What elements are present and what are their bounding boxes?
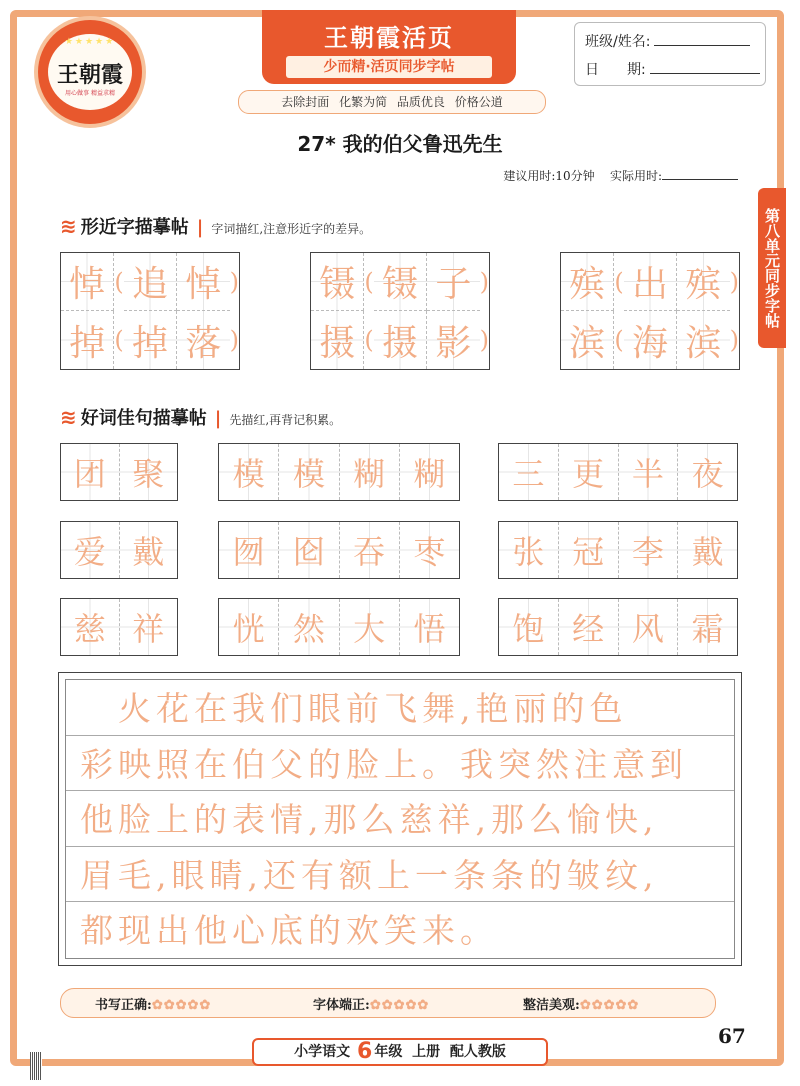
word-group bbox=[60, 521, 178, 579]
section1-title: 形近字描摹帖 bbox=[80, 217, 189, 238]
char-row bbox=[61, 253, 239, 311]
trace-char-cell: 团 bbox=[61, 444, 120, 500]
trace-char-cell: 更 bbox=[559, 444, 619, 500]
footer-grade-suffix: 年级 bbox=[374, 1044, 403, 1060]
header-banner bbox=[262, 10, 516, 84]
banner-title: 王朝霞活页 bbox=[324, 23, 454, 52]
barcode-strip bbox=[30, 1052, 42, 1080]
flower-rating-icon[interactable]: ✿✿✿✿✿ bbox=[151, 998, 212, 1013]
rating-neat-font bbox=[313, 994, 429, 1013]
passage-lines bbox=[65, 679, 735, 959]
trace-char-cell: 掉 bbox=[61, 311, 114, 369]
class-name-label: 班级/姓名: bbox=[585, 34, 651, 50]
trace-char-cell: 慈 bbox=[61, 599, 120, 655]
rating-label: 字体端正: bbox=[313, 998, 370, 1013]
trace-char-cell: 枣 bbox=[400, 522, 459, 578]
trace-char-cell: 囫 bbox=[219, 522, 279, 578]
trace-char-cell: 祥 bbox=[120, 599, 178, 655]
trace-char-cell: 滨 bbox=[561, 311, 614, 369]
similar-char-group bbox=[60, 252, 240, 370]
parenthesis: ) bbox=[479, 326, 490, 354]
trace-char-cell: 冠 bbox=[559, 522, 619, 578]
trace-char-cell: 殡 bbox=[677, 253, 729, 311]
word-group bbox=[498, 443, 738, 501]
trace-char-cell: 爱 bbox=[61, 522, 120, 578]
parenthesis: ) bbox=[729, 326, 740, 354]
passage-line: 火花在我们眼前飞舞,艳丽的色 bbox=[66, 680, 734, 736]
name-box bbox=[574, 22, 766, 86]
trace-char-cell: 糊 bbox=[340, 444, 400, 500]
trace-char-cell: 糊 bbox=[400, 444, 459, 500]
passage-line: 都现出他心底的欢笑来。 bbox=[80, 911, 498, 951]
trace-char-cell: 摄 bbox=[311, 311, 364, 369]
trace-char-cell: 三 bbox=[499, 444, 559, 500]
trace-char-cell: 饱 bbox=[499, 599, 559, 655]
trace-char-cell: 风 bbox=[619, 599, 679, 655]
wave-icon: ≋ bbox=[60, 214, 77, 238]
trace-char-cell: 子 bbox=[427, 253, 479, 311]
lesson-title: 27* 我的伯父鲁迅先生 bbox=[297, 132, 503, 156]
slogan: 去除封面 化繁为简 品质优良 价格公道 bbox=[238, 90, 546, 114]
word-group bbox=[498, 521, 738, 579]
section2-heading bbox=[60, 404, 341, 430]
actual-time-label: 实际用时: bbox=[609, 169, 662, 183]
similar-char-group bbox=[560, 252, 740, 370]
rating-bar bbox=[60, 988, 716, 1018]
parenthesis: ( bbox=[614, 268, 624, 296]
trace-char-cell: 霜 bbox=[678, 599, 737, 655]
rating-clean bbox=[523, 994, 639, 1013]
rating-label: 整洁美观: bbox=[523, 998, 580, 1013]
word-group bbox=[498, 598, 738, 656]
passage-box bbox=[58, 672, 742, 966]
class-name-field[interactable] bbox=[654, 33, 750, 46]
trace-char-cell: 滨 bbox=[677, 311, 729, 369]
parenthesis: ( bbox=[114, 268, 124, 296]
trace-char-cell: 悼 bbox=[61, 253, 114, 311]
trace-char-cell: 出 bbox=[624, 253, 677, 311]
date-label: 日 期: bbox=[585, 62, 646, 78]
trace-char-cell: 影 bbox=[427, 311, 479, 369]
similar-char-group bbox=[310, 252, 490, 370]
parenthesis: ( bbox=[364, 326, 374, 354]
char-row bbox=[311, 253, 489, 311]
passage-line: 眉毛,眼睛,还有额上一条条的皱纹, bbox=[66, 847, 734, 903]
time-info bbox=[503, 167, 738, 184]
trace-char-cell: 囵 bbox=[279, 522, 339, 578]
banner-subtitle: 少而精·活页同步字帖 bbox=[286, 56, 492, 78]
brand-logo bbox=[38, 20, 142, 124]
logo-sub: 用心做事 精益求精 bbox=[65, 90, 115, 97]
parenthesis: ) bbox=[229, 268, 240, 296]
trace-char-cell: 落 bbox=[177, 311, 229, 369]
unit-side-tab: 第八单元同步字帖 bbox=[758, 188, 786, 348]
class-name-row bbox=[585, 31, 750, 51]
page-number: 67 bbox=[718, 1024, 746, 1048]
trace-char-cell: 半 bbox=[619, 444, 679, 500]
parenthesis: ) bbox=[729, 268, 740, 296]
parenthesis: ( bbox=[114, 326, 124, 354]
passage-line: 彩映照在伯父的脸上。我突然注意到 bbox=[66, 736, 734, 792]
char-row bbox=[61, 311, 239, 369]
trace-char-cell: 悼 bbox=[177, 253, 229, 311]
footer-label bbox=[252, 1038, 548, 1066]
word-group bbox=[60, 598, 178, 656]
trace-char-cell: 追 bbox=[124, 253, 177, 311]
passage-line: 他脸上的表情,那么慈祥,那么愉快, bbox=[66, 791, 734, 847]
trace-char-cell: 戴 bbox=[120, 522, 178, 578]
divider: | bbox=[214, 408, 222, 429]
trace-char-cell: 掉 bbox=[124, 311, 177, 369]
word-group bbox=[218, 598, 460, 656]
rating-correct bbox=[95, 994, 211, 1013]
flower-rating-icon[interactable]: ✿✿✿✿✿ bbox=[579, 998, 640, 1013]
section1-heading bbox=[60, 213, 371, 239]
parenthesis: ( bbox=[614, 326, 624, 354]
footer-term: 上册 bbox=[412, 1044, 441, 1060]
trace-char-cell: 张 bbox=[499, 522, 559, 578]
wave-icon: ≋ bbox=[60, 405, 77, 429]
section2-note: 先描红,再背记积累。 bbox=[229, 413, 342, 427]
footer-subject: 小学语文 bbox=[294, 1044, 351, 1060]
actual-time-field[interactable] bbox=[662, 169, 738, 180]
char-row bbox=[561, 311, 739, 369]
trace-char-cell: 李 bbox=[619, 522, 679, 578]
word-group bbox=[60, 443, 178, 501]
section1-note: 字词描红,注意形近字的差异。 bbox=[211, 222, 372, 236]
parenthesis: ) bbox=[229, 326, 240, 354]
trace-char-cell: 经 bbox=[559, 599, 619, 655]
trace-char-cell: 夜 bbox=[678, 444, 737, 500]
footer-edition: 配人教版 bbox=[449, 1044, 506, 1060]
divider: | bbox=[196, 217, 204, 238]
word-group bbox=[218, 443, 460, 501]
suggested-time: 建议用时:10分钟 bbox=[503, 169, 595, 183]
trace-char-cell: 模 bbox=[279, 444, 339, 500]
trace-char-cell: 镊 bbox=[311, 253, 364, 311]
trace-char-cell: 殡 bbox=[561, 253, 614, 311]
trace-char-cell: 戴 bbox=[678, 522, 737, 578]
footer-grade-num: 6 bbox=[357, 1039, 373, 1064]
rating-label: 书写正确: bbox=[95, 998, 152, 1013]
parenthesis: ( bbox=[364, 268, 374, 296]
trace-char-cell: 海 bbox=[624, 311, 677, 369]
section2-title: 好词佳句描摹帖 bbox=[80, 408, 207, 429]
trace-char-cell: 大 bbox=[340, 599, 400, 655]
trace-char-cell: 吞 bbox=[340, 522, 400, 578]
flower-rating-icon[interactable]: ✿✿✿✿✿ bbox=[369, 998, 430, 1013]
char-row bbox=[561, 253, 739, 311]
date-row bbox=[585, 59, 760, 79]
word-group bbox=[218, 521, 460, 579]
logo-stars-icon: ★★★★★ bbox=[64, 37, 116, 47]
trace-char-cell: 摄 bbox=[374, 311, 427, 369]
trace-char-cell: 聚 bbox=[120, 444, 178, 500]
char-row bbox=[311, 311, 489, 369]
trace-char-cell: 镊 bbox=[374, 253, 427, 311]
trace-char-cell: 模 bbox=[219, 444, 279, 500]
trace-char-cell: 恍 bbox=[219, 599, 279, 655]
date-field[interactable] bbox=[650, 61, 760, 74]
logo-badge bbox=[48, 34, 132, 110]
parenthesis: ) bbox=[479, 268, 490, 296]
trace-char-cell: 然 bbox=[279, 599, 339, 655]
logo-text: 王朝霞 bbox=[56, 62, 123, 88]
trace-char-cell: 悟 bbox=[400, 599, 459, 655]
